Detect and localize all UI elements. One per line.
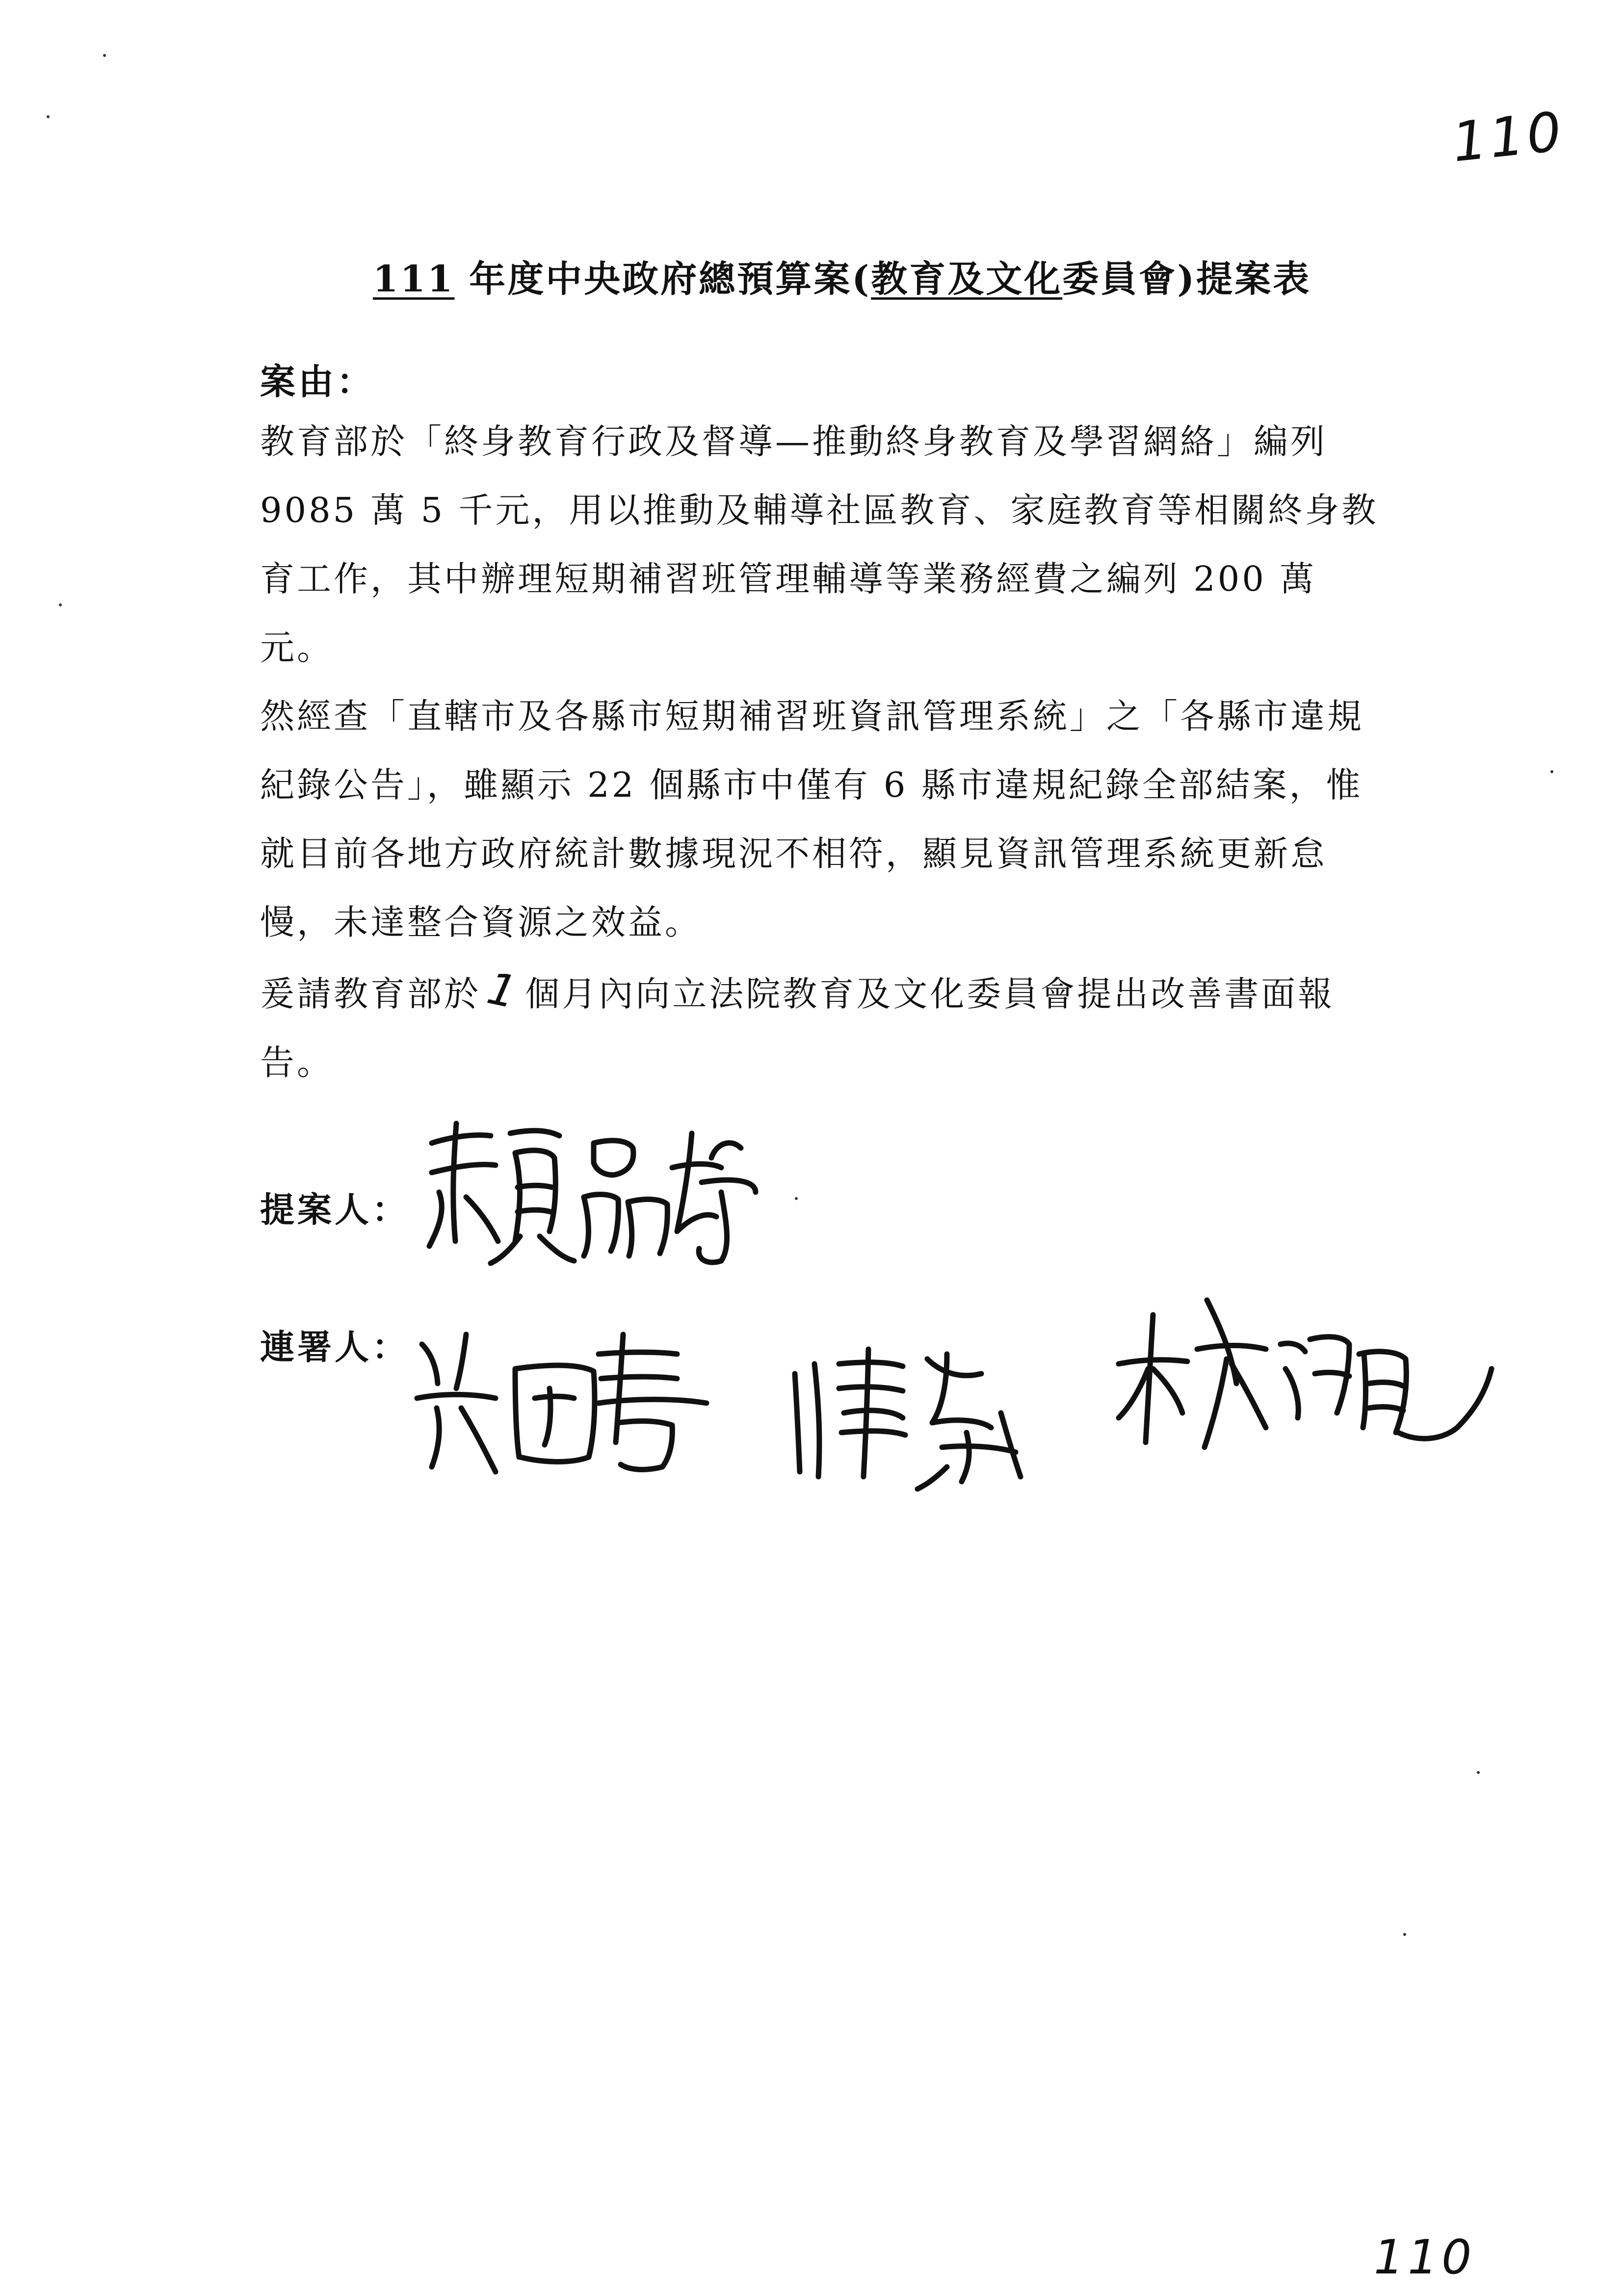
paragraph-budget: 教育部於「終身教育行政及督導—推動終身教育及學習網絡」編列9085 萬 5 千元，用以推動及輔導社區教育、家庭教育等相關終身教育工作，其中辦理短期補習班管理輔導等業務經費之編列 200 萬元。 — [260, 421, 1379, 668]
cosigner-label: 連署人： — [260, 1327, 409, 1367]
page-number-bottom: 110 — [1374, 2230, 1476, 2285]
scan-speck — [103, 54, 106, 57]
scan-speck — [1477, 1771, 1480, 1774]
scan-speck — [795, 1197, 798, 1200]
title-committee: 教育及文化 — [871, 258, 1063, 300]
scan-speck — [1403, 1933, 1406, 1936]
title-part1: 年度中央政府總預算案( — [454, 258, 871, 300]
title-part2: 委員會)提案表 — [1062, 258, 1311, 300]
title-year: 111 — [373, 258, 455, 300]
paragraph-findings: 然經查「直轄市及各縣市短期補習班資訊管理系統」之「各縣市違規紀錄公告」，雖顯示 22 個縣市中僅有 6 縣市違規紀錄全部結案，惟就目前各地方政府統計數據現況不相符，顯見資訊管理系統更新怠慢，未達整合資源之效益。 — [260, 696, 1364, 942]
page-title — [373, 250, 1311, 302]
cosigner-signature-1 — [402, 1325, 746, 1487]
scan-speck — [1550, 770, 1553, 773]
case-label: 案由： — [260, 361, 375, 402]
request-after: 個月內向立法院教育及文化委員會提出改善書面報告。 — [260, 974, 1335, 1083]
proposer-label: 提案人： — [260, 1189, 409, 1230]
handwritten-months: 1 — [482, 962, 524, 1019]
scan-speck — [59, 603, 62, 606]
paragraph-request — [260, 957, 1388, 1097]
cosigner-signature-2 — [785, 1334, 1079, 1491]
request-before: 爰請教育部於 — [260, 974, 481, 1014]
cosigner-signature-3 — [1104, 1285, 1496, 1472]
page-number-top: 110 — [1449, 100, 1568, 174]
scan-speck — [47, 115, 50, 118]
proposer-signature — [417, 1114, 760, 1271]
